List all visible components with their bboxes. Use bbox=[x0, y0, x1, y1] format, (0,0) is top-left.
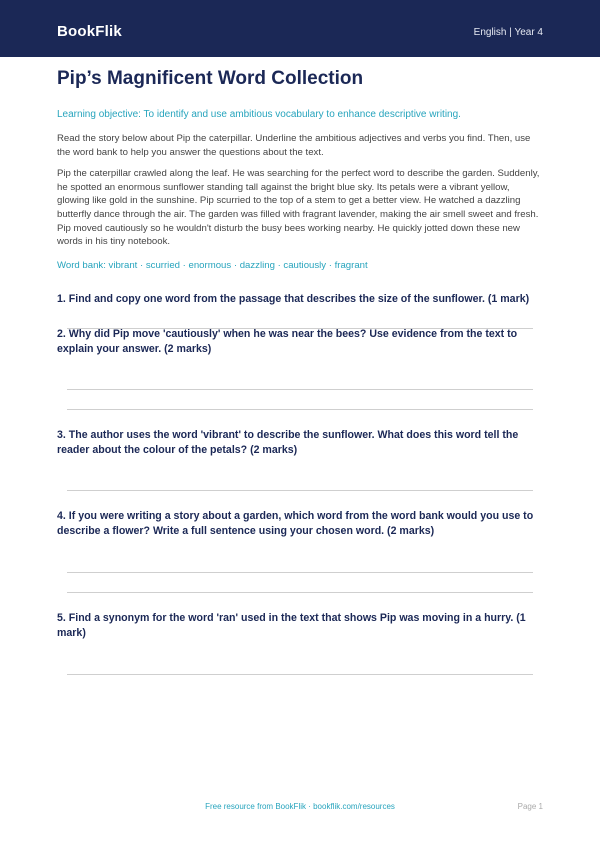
subject-year-label: English | Year 4 bbox=[473, 27, 543, 38]
answer-line[interactable] bbox=[67, 572, 533, 573]
learning-objective: Learning objective: To identify and use ambitious vocabulary to enhance descriptive writing. bbox=[57, 109, 461, 120]
instructions-paragraph: Read the story below about Pip the caterpillar. Underline the ambitious adjectives and verbs you find. Then, use the word bank to help you answer the questions about the text. bbox=[57, 133, 531, 158]
worksheet-title: Pip’s Magnificent Word Collection bbox=[57, 68, 364, 89]
answer-lines-3 bbox=[57, 458, 543, 491]
answer-line[interactable] bbox=[67, 490, 533, 491]
answer-lines-5 bbox=[57, 641, 543, 675]
footer bbox=[0, 800, 600, 816]
answer-line[interactable] bbox=[67, 674, 533, 675]
answer-lines-1 bbox=[57, 307, 543, 329]
footer-resource-link[interactable]: Free resource from BookFlik · bookflik.com/resources bbox=[205, 802, 395, 811]
answer-lines-4 bbox=[57, 539, 543, 593]
story-paragraph: Pip the caterpillar crawled along the leaf. He was searching for the perfect word to describe the garden. Suddenly, he spotted an enormous sunflower standing tall against the bright blue sky. Its petals were a vibrant yellow, glowing like gold in the sunshine. Pip scurried to the top of a stem to get a better view. He watched a dazzling butterfly dance through the air. The garden was filled with fragrant lavender, making the air smell sweet and fresh. Pip moved cautiously so he wouldn't disturb the busy bees working nearby. He quickly jotted down these new words in his tiny notebook. bbox=[57, 168, 540, 248]
answer-line[interactable] bbox=[67, 592, 533, 593]
question-4: 4. If you were writing a story about a garden, which word from the word bank would you use to describe a flower? Write a full sentence using your chosen word. (2 marks) bbox=[57, 509, 534, 537]
question-1: 1. Find and copy one word from the passage that describes the size of the sunflower. (1 mark) bbox=[57, 292, 530, 305]
brand-logo[interactable]: BookFlik bbox=[57, 23, 122, 40]
question-3: 3. The author uses the word 'vibrant' to describe the sunflower. What does this word tell the reader about the colour of the petals? (2 marks) bbox=[57, 428, 519, 456]
answer-line[interactable] bbox=[67, 389, 533, 390]
worksheet-content bbox=[57, 62, 543, 675]
answer-line[interactable] bbox=[67, 409, 533, 410]
question-5: 5. Find a synonym for the word 'ran' used in the text that shows Pip was moving in a hurry. (1 mark) bbox=[57, 611, 526, 639]
word-bank: Word bank: vibrant · scurried · enormous · dazzling · cautiously · fragrant bbox=[57, 259, 368, 271]
answer-lines-2 bbox=[57, 357, 543, 410]
question-2: 2. Why did Pip move 'cautiously' when he was near the bees? Use evidence from the text to explain your answer. (2 marks) bbox=[57, 327, 518, 355]
page-number: Page 1 bbox=[517, 802, 543, 811]
header-bar bbox=[0, 0, 600, 57]
